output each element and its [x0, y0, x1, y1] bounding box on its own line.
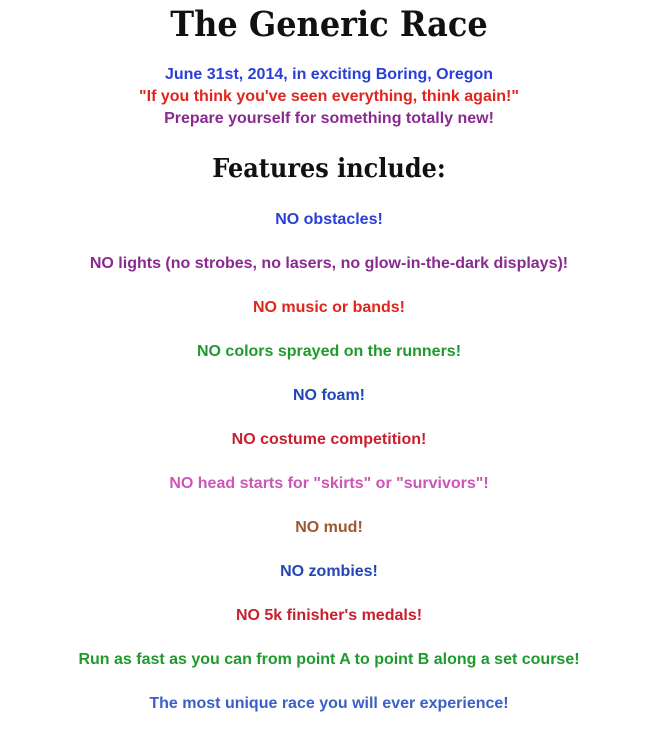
feature-item: NO mud! [295, 519, 363, 536]
event-date-location: June 31st, 2014, in exciting Boring, Oregon [164, 66, 494, 83]
feature-item: NO colors sprayed on the runners! [196, 343, 462, 360]
feature-item: NO music or bands! [252, 299, 406, 316]
feature-item: Run as fast as you can from point A to point B along a set course! [78, 651, 580, 668]
feature-item: NO 5k finisher's medals! [235, 607, 423, 624]
feature-item: NO obstacles! [275, 211, 383, 228]
feature-item: NO lights (no strobes, no lasers, no glow-in-the-dark displays)! [89, 255, 569, 272]
feature-item: NO head starts for "skirts" or "survivors"! [169, 475, 489, 492]
intro-block [0, 64, 658, 130]
features-list [0, 208, 658, 736]
feature-item: The most unique race you will ever experience! [149, 695, 509, 712]
tagline-prepare: Prepare yourself for something totally new! [164, 110, 494, 127]
features-heading: Features include: [212, 151, 446, 184]
feature-item: NO foam! [293, 387, 365, 404]
tagline-quote: "If you think you've seen everything, think again!" [139, 88, 519, 105]
page-title: The Generic Race [170, 3, 488, 45]
feature-item: NO zombies! [280, 563, 378, 580]
feature-item: NO costume competition! [231, 431, 427, 448]
